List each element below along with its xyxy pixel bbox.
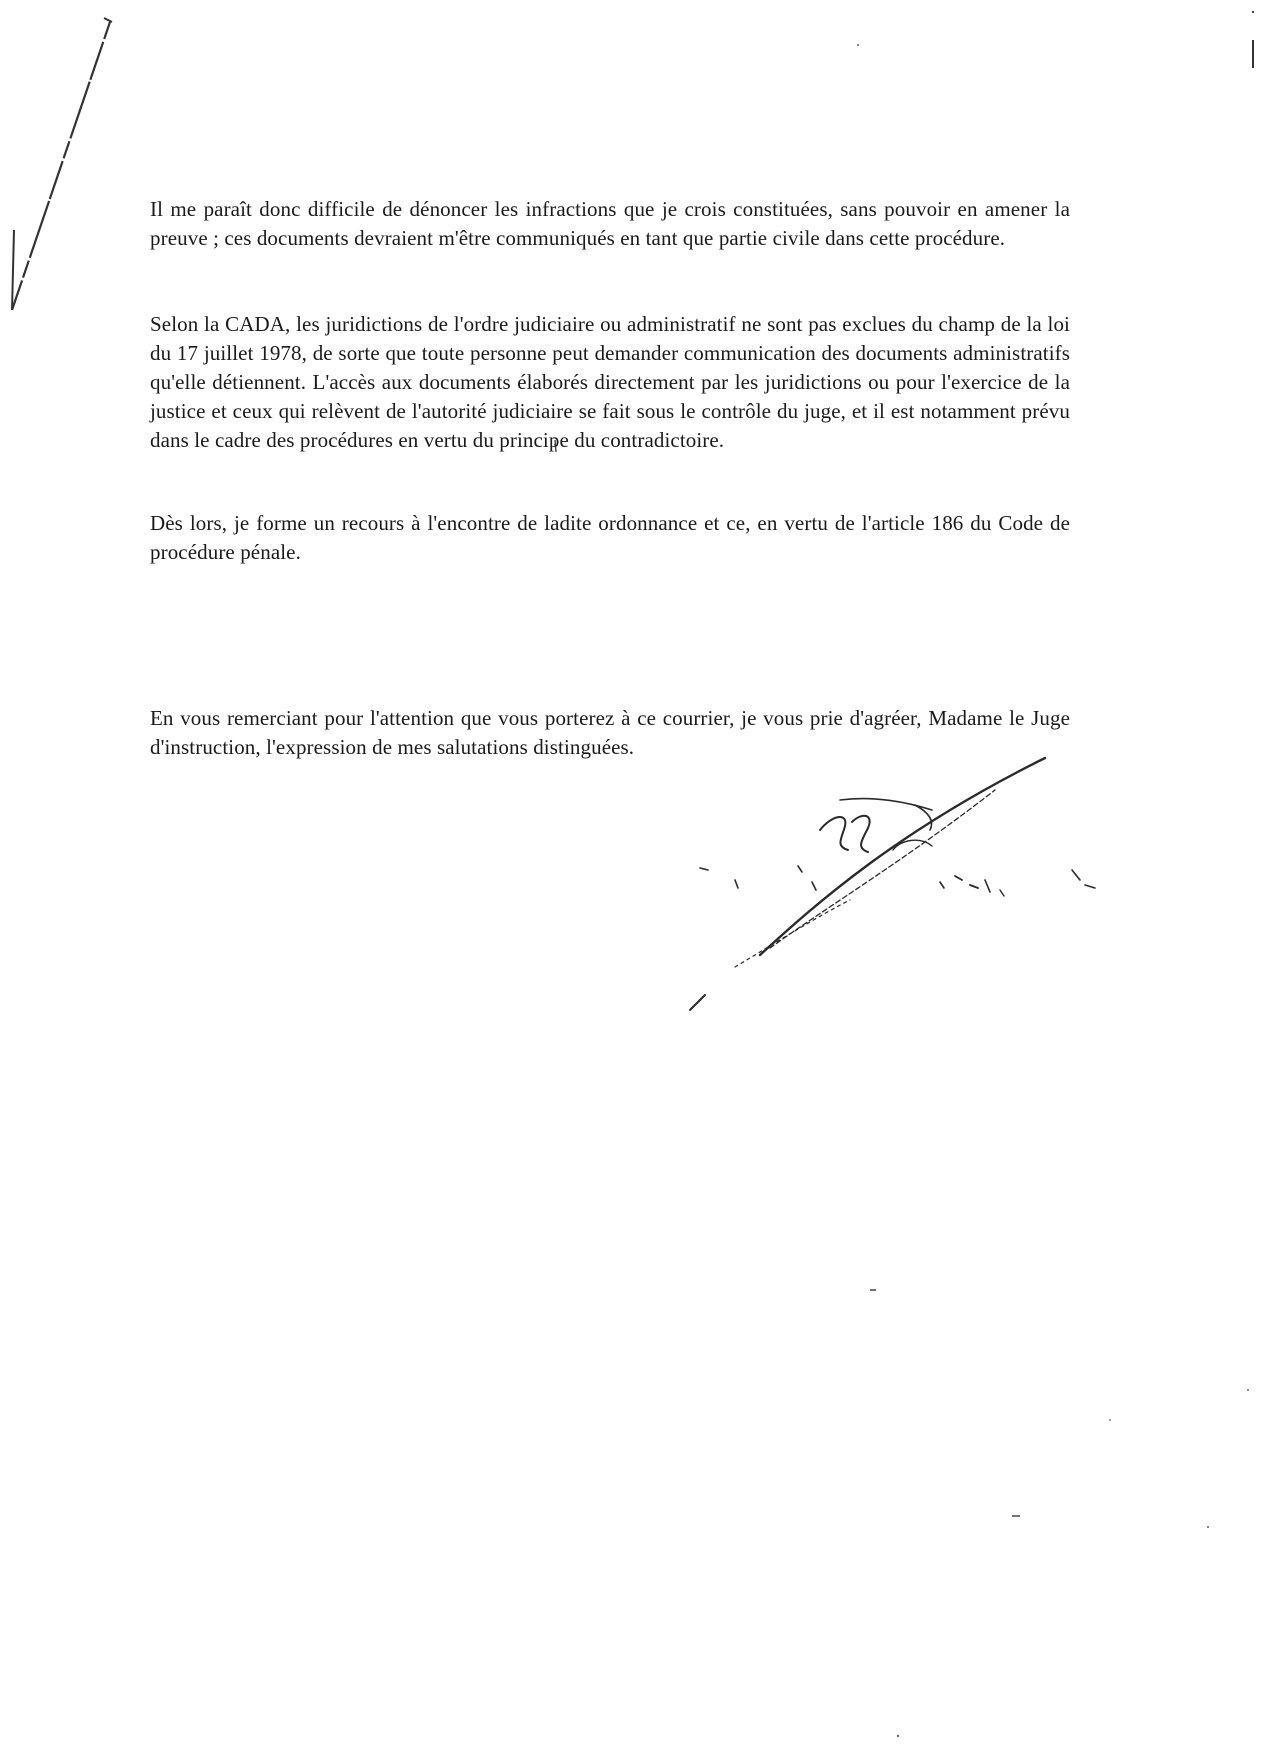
paragraph-appeal: Dès lors, je forme un recours à l'encontre de ladite ordonnance et ce, en vertu de l'article 186 du Code de procédure pénale. <box>150 511 1070 564</box>
paragraph-cada: Selon la CADA, les juridictions de l'ordre judiciaire ou administratif ne sont pas exclues du champ de la loi du 17 juillet 1978, de sorte que toute personne peut demander communication des documents administratifs qu'elle détiennent. L'accès aux documents élaborés directement par les juridictions ou pour l'exercice de la justice et ceux qui relèvent de l'autorité judiciaire se fait sous le contrôle du juge, et il est notamment prévu dans le cadre des procédures en vertu du principe du contradictoire. <box>150 312 1070 452</box>
paragraph-evidence: Il me paraît donc difficile de dénoncer les infractions que je crois constituées, sans pouvoir en amener la preuve ; ces documents devraient m'être communiqués en tant que partie civile dans cette procédure. <box>150 197 1070 250</box>
paragraph-closing: En vous remerciant pour l'attention que vous porterez à ce courrier, je vous prie d'agréer, Madame le Juge d'instruction, l'expression de mes salutations distinguées. <box>150 706 1070 759</box>
